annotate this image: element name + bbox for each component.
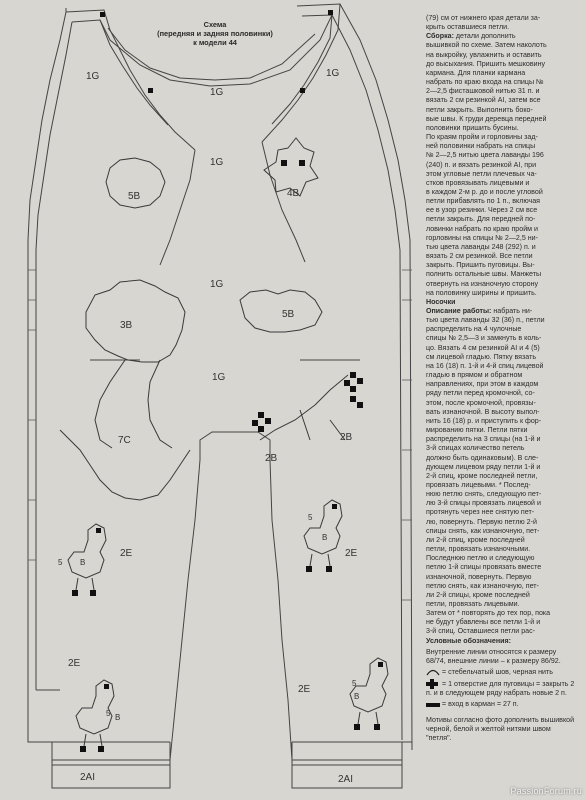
work-description-heading: Описание работы: [426, 307, 492, 315]
instr-line: вышивкой по схеме. Затем наколоть [426, 41, 547, 50]
instr-line: полнить остальные швы. Манжеты [426, 270, 542, 279]
instr-line: мированию пятки. Петли пятки [426, 426, 528, 435]
instr-line: вязать 2 см резинкой AI, затем все [426, 96, 541, 105]
left-outer-side [28, 12, 66, 700]
crotch-outline [200, 432, 270, 460]
instr-line: набрать по краю входа на спицы № [426, 78, 544, 87]
instr-line: см лицевой гладью. Пятку вязать [426, 352, 537, 361]
instr-line: ли 2-й спицы, кроме последней [426, 590, 530, 599]
instr-line: распределить на 3 спицы (на 1-й и [426, 435, 541, 444]
scheme-title-line2: (передняя и задняя половинки) [157, 29, 273, 38]
instr-line: цо. Вязать 4 см резинкой AI и 4 (5) [426, 343, 540, 352]
instr-line: должно быть одинаковым). В сле- [426, 453, 539, 462]
tree-crown [86, 280, 185, 362]
duck2-label-b: B [322, 533, 328, 542]
legend-button-hole: = 1 отверстие для пуговицы = закрыть 2 п. и в следующем ряду набрать новые 2 п. [426, 680, 575, 698]
instr-line: горловины на спицы № 2—2,5 ни- [426, 233, 538, 242]
left-leg-bottom [28, 690, 170, 788]
label-4b-sun: 4B [287, 188, 300, 199]
watermark: PassionForum.ru [510, 786, 582, 796]
cuff-right [292, 742, 402, 765]
label-cuff-left: 2AI [80, 772, 96, 783]
instr-line: закрыть. Пришить пуговицы. Вы- [426, 261, 535, 270]
instr-line: петлю 1-й спицы провязать вместе [426, 563, 542, 572]
instr-line: не будут убавлены все петли 1-й и [426, 618, 541, 627]
instr-line: 2-й спиц, кроме последней петли, [426, 471, 538, 480]
instr-line: 2—2,5 фисташковой нитью 31 п. и [426, 87, 540, 96]
label-1g-top-left: 1G [86, 71, 100, 82]
label-7c: 7C [118, 435, 131, 446]
instr-line: этом, после кромочной, провязы- [426, 398, 536, 407]
instr-line: петли, провязать изнаночными. [426, 545, 531, 554]
instr-line: вязать 2 см резинкой. Все петли [426, 252, 533, 261]
right-inner-side [332, 15, 402, 740]
instr-line: изнаночной, повернуть. Первую [426, 572, 532, 581]
duck2-label-5: 5 [308, 513, 313, 522]
instr-line: петли прибавлять по 1 п., включая [426, 197, 540, 206]
label-2b-stem: 2B [340, 432, 353, 443]
left-sleeve-steps [28, 270, 36, 560]
button-hole-icon [426, 679, 440, 689]
instr-line: ловинки набрать по краю пройм и [426, 224, 538, 233]
instr-line: Описание работы: набрать ни- [426, 307, 533, 315]
instr-line: тью цвета лаванды 248 (292) п. и [426, 242, 536, 251]
instr-line: до высыхания. Пришить мешковину [426, 59, 546, 68]
instr-line: (240) п. и вязать резинкой AI, при [426, 160, 537, 169]
label-2e-bottom-left: 2E [68, 658, 81, 669]
instr-line: на половинку ширины и пришить. [426, 288, 537, 297]
scheme-title [140, 20, 290, 47]
legend-inner-lines: Внутренние линии относятся к размеру 68/74, внешние линии – к размеру 86/92. [426, 648, 561, 666]
socks-heading: Носочки [426, 297, 456, 306]
instr-line: По краям пройм и горловины зад- [426, 133, 538, 142]
label-2b-flower: 2B [265, 453, 278, 464]
label-2e-left: 2E [120, 548, 133, 559]
instr-line: лю, повернуть. Первую петлю 2-й [426, 517, 537, 526]
instr-line: половинки пришить бусины. [426, 123, 519, 132]
scheme-title-line3: к модели 44 [193, 38, 237, 47]
instr-line: нюю петлю снять, следующую пет- [426, 490, 542, 499]
instr-line: в каждом 2-м р. до и после угловой [426, 187, 543, 196]
bib-left-edge [160, 150, 195, 265]
instructions-column [426, 14, 576, 637]
sun-eye-right [299, 160, 305, 166]
label-5b-cloud: 5B [282, 309, 295, 320]
label-cuff-right: 2AI [338, 774, 354, 785]
instr-line: отвернуть на изнаночную сторону [426, 279, 539, 288]
legend-stem-stitch: = стебельчатый шов, черная нить [426, 668, 576, 677]
instr-line: петли, провязать лицевыми. [426, 600, 520, 608]
duck-bottom-right [350, 658, 388, 724]
sun-eye-left [281, 160, 287, 166]
label-1g-low: 1G [212, 372, 226, 383]
instr-line: ли 2-й спиц, кроме последней [426, 535, 525, 544]
instr-line: распределить на 4 чулочные [426, 325, 522, 334]
label-1g-top-right: 1G [326, 68, 340, 79]
instr-line: провязать лицевыми. * Послед- [426, 480, 531, 489]
instr-line: этом угловые петли плечевых ча- [426, 169, 537, 178]
instr-line: на 16 (18) п. 1-й и 4-й спиц лицевой [426, 361, 544, 370]
cloud-right [240, 290, 322, 332]
duck-label-5: 5 [58, 558, 63, 567]
instr-line: стков провязывать лицевыми и [426, 178, 530, 187]
instr-line: протянуть через нее снятую пет- [426, 508, 535, 517]
instr-line: Последнюю петлю и следующую [426, 554, 535, 563]
flower-blooms [252, 372, 363, 432]
label-1g-belly: 1G [210, 279, 224, 290]
instr-line: (79) см от нижнего края детали за- [426, 14, 541, 22]
left-leg-inner [52, 460, 200, 760]
instr-line: петлю снять, как изнаночную, пет- [426, 581, 539, 590]
instr-line: вые швы. К груди деревца передней [426, 114, 547, 123]
instr-line: петли закрыть. Для передней по- [426, 215, 536, 224]
legend-motifs: Мотивы согласно фото дополнить вышивкой черной, белой и желтой нитями швом "петля". [426, 715, 575, 742]
instr-line: лю 3-й спицы провязать лицевой и [426, 499, 541, 508]
instr-line: на выкройку, увлажнить и оставить [426, 50, 542, 59]
assembly-heading: Сборка: [426, 32, 454, 41]
duck3-label-b: B [115, 713, 121, 722]
instr-line: нить 16 (18) р. и приступить к фор- [426, 416, 542, 425]
instr-line: направлениях, при этом в каждом [426, 380, 539, 389]
instr-line: дующем лицевом ряду петли 1-й и [426, 462, 541, 471]
instr-line: 3-й спицах количество петель [426, 444, 525, 453]
scheme-title-line1: Схема [203, 20, 227, 29]
label-2e-right: 2E [345, 548, 358, 559]
instr-line: 3-й спиц. Оставшиеся петли рас- [426, 627, 536, 636]
label-1g-chest: 1G [210, 157, 224, 168]
label-5b-left: 5B [128, 191, 141, 202]
instr-line: крыть оставшиеся петли. [426, 23, 510, 32]
duck-label-b: B [80, 558, 86, 567]
instr-line: Затем от * повторять до тех пор, пока [426, 609, 551, 618]
instr-line: спицы снять, как изнаночную, пет- [426, 526, 540, 535]
legend-pocket: = вход в карман = 27 п. [426, 700, 576, 709]
flower-stems [260, 375, 348, 440]
instr-line: ней половинки набрать на спицы [426, 142, 536, 151]
duck4-label-5: 5 [352, 679, 357, 688]
label-2e-bottom-right: 2E [298, 684, 311, 695]
legend-heading: Условные обозначения: [426, 637, 512, 645]
instr-line: Сборка: детали дополнить [426, 32, 516, 41]
instr-line: петли закрыть. Выполнить боко- [426, 105, 533, 114]
duck-left [68, 524, 106, 590]
duck3-label-5: 5 [106, 709, 111, 718]
instr-line: вать изнаночной. В высоту выпол- [426, 407, 540, 416]
stem-stitch-icon [426, 668, 440, 676]
label-1g-mid: 1G [210, 87, 224, 98]
instr-line: тью цвета лаванды 32 (36) п., петли [426, 316, 545, 325]
tree-trunk [95, 360, 172, 448]
instr-line: № 2—2,5 нитью цвета лаванды 196 [426, 151, 544, 160]
duck4-label-b: B [354, 692, 360, 701]
pocket-entry-icon [426, 702, 440, 708]
instr-line: ряду петли перед кромочной, со- [426, 389, 535, 398]
instr-line: кармана. Для планки кармана [426, 68, 526, 77]
instr-line: спицы № 2,5—3 и замкнуть в коль- [426, 334, 542, 343]
cuff-left [52, 742, 170, 765]
label-3b-tree: 3B [120, 320, 133, 331]
instr-line: ее в узор резинки. Через 2 см все [426, 206, 538, 215]
instr-line: гладью в прямом и обратном [426, 371, 523, 380]
legend [426, 637, 576, 745]
